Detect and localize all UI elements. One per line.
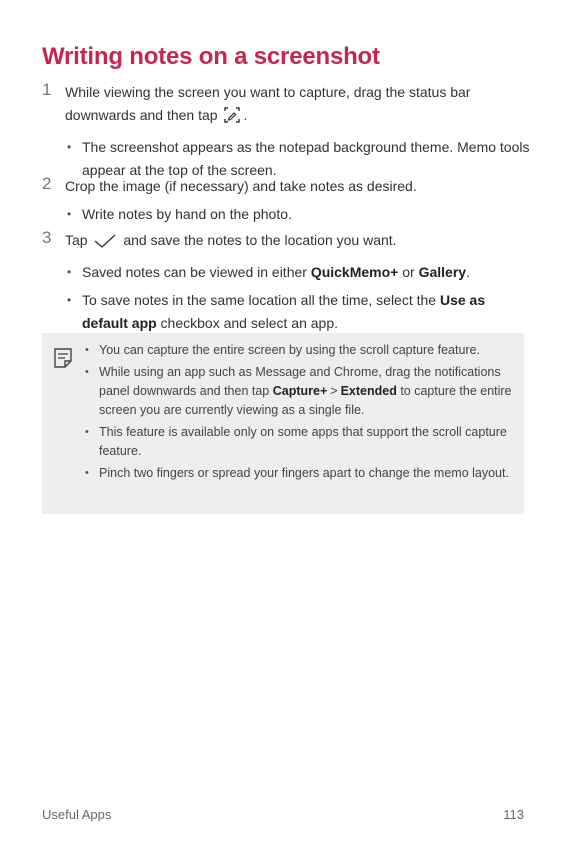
step-3 [42,229,532,335]
list-item: • Write notes by hand on the photo. [65,203,532,226]
list-item: • Pinch two fingers or spread your fingers apart to change the memo layout. [84,464,514,483]
capture-plus-icon [223,106,241,131]
step-2 [42,175,532,226]
bullet-dot: • [85,467,89,479]
bullet-dot: • [67,207,72,221]
note-icon [53,347,73,374]
bullet-dot: • [67,293,72,307]
step-1 [42,81,532,182]
bullet-dot: • [67,265,72,279]
capture-plus-label: Capture+ [272,384,328,398]
step-number: 3 [42,228,52,247]
gallery-label: Gallery [418,264,467,280]
list-item: • This feature is available only on some apps that support the scroll capture feature. [85,425,507,458]
step-number: 2 [42,174,52,193]
footer-section: Useful Apps [42,807,112,822]
list-item: • To save notes in the same location all the time, select the Use as default app checkbox and select an app. [65,289,532,335]
bullet-dot: • [85,366,89,378]
step-text: Crop the image (if necessary) and take notes as desired. [65,178,417,194]
page-title: Writing notes on a screenshot [42,43,380,70]
extended-label: Extended [340,384,397,398]
list-item: • While using an app such as Message and Chrome, drag the notifications panel downwards and then tap Capture+ > Extended to capture the entire screen you are currently viewing as a single file. [85,365,512,417]
bullet-dot: • [67,140,72,154]
list-item: • The screenshot appears as the notepad background theme. Memo tools appear at the top of the screen. [65,136,532,182]
page-number: 113 [503,807,524,822]
note-box [42,333,524,514]
bullet-dot: • [85,426,89,438]
step-number: 1 [42,80,52,99]
quickmemo-label: QuickMemo+ [310,264,399,280]
bullet-dot: • [85,344,89,356]
checkmark-icon [93,233,117,256]
note-list [84,341,514,486]
step-text: Tap and save the notes to the location you want. [65,229,532,256]
use-as-default-app-label: Use as default app [82,292,486,331]
separator: > [330,384,338,398]
step-text: While viewing the screen you want to capture, drag the status bar downwards and then tap . [65,81,532,131]
list-item: • You can capture the entire screen by using the scroll capture feature. [84,341,514,360]
list-item: • Saved notes can be viewed in either QuickMemo+ or Gallery. [65,261,532,284]
